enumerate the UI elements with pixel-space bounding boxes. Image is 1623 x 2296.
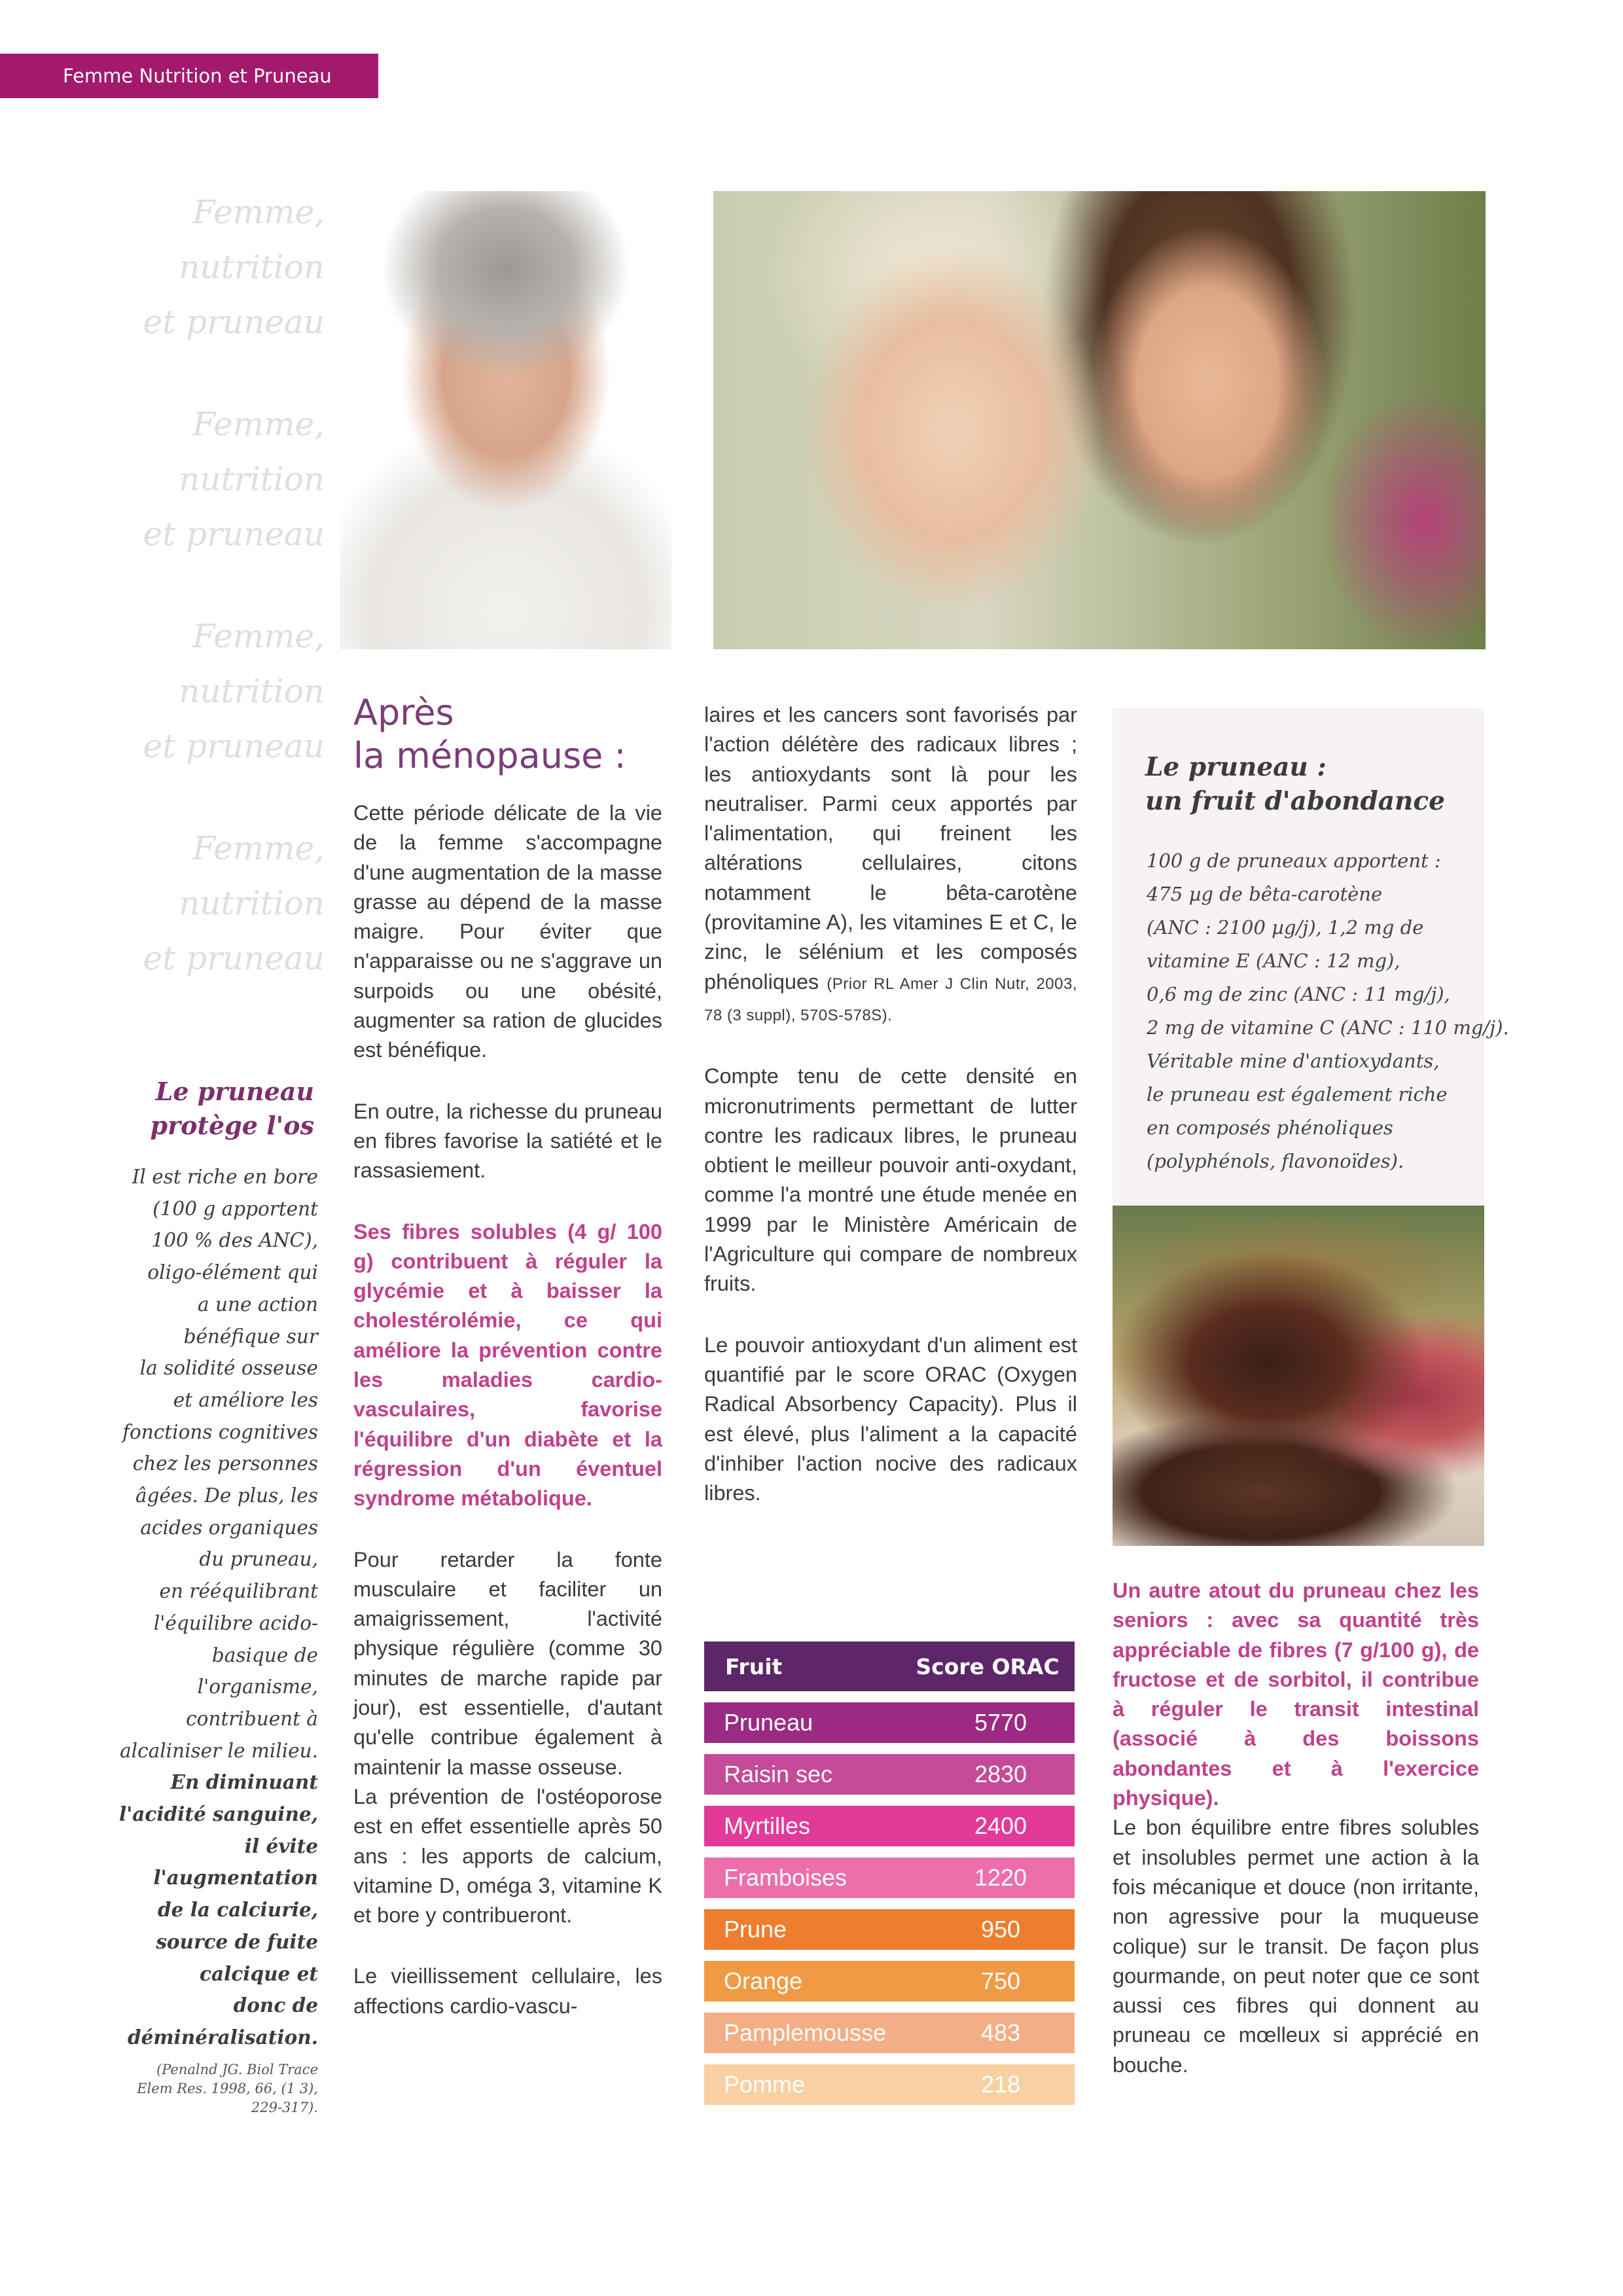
decorative-title-line: Femme, [192, 193, 325, 231]
sidebar-title-line: un fruit d'abondance [1145, 786, 1445, 816]
bone-section-body [98, 1161, 318, 2054]
seniors-section [1113, 1576, 1479, 2080]
orac-score-cell: 1220 [974, 1864, 1027, 1891]
orac-table [704, 1641, 1075, 2105]
orac-score-cell: 218 [980, 2071, 1021, 2098]
orac-row [704, 2064, 1075, 2105]
header-band [0, 54, 378, 98]
orac-row [704, 1754, 1075, 1795]
sidebar-line: Véritable mine d'antioxydants, [1147, 1050, 1440, 1072]
orac-fruit-cell: Pruneau [724, 1709, 813, 1736]
decorative-title-line: Femme, [192, 617, 325, 655]
orac-score-cell: 950 [980, 1916, 1021, 1943]
menopause-paragraph: Cette période délicate de la vie de la femme s'accompagne d'une augmentation de la masse grasse au dépend de la masse maigre. Pour éviter que n'apparaisse ou ne s'aggrave un surpoids ou une obésité, augmenter sa ration de glucides est bénéfique. [353, 801, 662, 1062]
bone-body-line: la solidité osseuse [139, 1357, 318, 1380]
orac-fruit-cell: Framboises [724, 1864, 847, 1891]
bone-body-line: basique de [211, 1643, 318, 1666]
senior-woman-photo [340, 191, 671, 649]
orac-row [704, 1702, 1075, 1743]
orac-table-body [704, 1702, 1075, 2105]
orac-fruit-cell: Myrtilles [724, 1812, 810, 1839]
bone-body-line: du pruneau, [199, 1548, 318, 1571]
orac-score-cell: 5770 [974, 1709, 1027, 1736]
decorative-title-line: nutrition [179, 884, 325, 922]
bone-heading-line: Le pruneau [155, 1077, 314, 1106]
orac-row [704, 1857, 1075, 1898]
decorative-title-block [118, 609, 325, 774]
decorative-title-line: et pruneau [143, 303, 325, 341]
orac-score-cell: 750 [980, 1967, 1021, 1994]
bone-body-line: l'équilibre acido- [153, 1611, 318, 1634]
menopause-heading-line: la ménopause : [353, 735, 626, 776]
fibres-highlight-paragraph: Ses fibres solubles (4 g/ 100 g) contribuent à réguler la glycémie et à baisser la cholestérolémie, ce qui améliore la prévention contre les maladies cardio-vasculaires, favorise l'équilibre d'un diabète et la régression d'un éventuel syndrome métabolique. [353, 1219, 662, 1511]
decorative-title-block [118, 185, 325, 350]
antioxidant-paragraph [704, 700, 1077, 1030]
bone-body-line: et améliore les [173, 1388, 318, 1411]
bone-body-line: oligo-élément qui [147, 1261, 318, 1284]
abundance-sidebar [1113, 708, 1509, 1206]
bone-body-line: l'organisme, [197, 1676, 318, 1698]
orac-header-score: Score ORAC [916, 1653, 1060, 1679]
bone-section-reference [98, 2060, 318, 2117]
orac-row [704, 2013, 1075, 2053]
orac-row [704, 1961, 1075, 2001]
bone-reference-line: Elem Res. 1998, 66, (1 3), [137, 2080, 318, 2096]
antioxidant-section [704, 700, 1077, 1539]
decorative-title-line: et pruneau [143, 727, 325, 765]
bone-body-line: (100 g apportent [152, 1197, 318, 1220]
bone-heading-line: protège l'os [150, 1111, 314, 1140]
bone-body-line: Il est riche en bore [132, 1166, 318, 1188]
orac-row [704, 1806, 1075, 1846]
header-title: Femme Nutrition et Pruneau [63, 65, 332, 87]
bone-body-line: acides organiques [140, 1516, 318, 1539]
bone-body-line: chez les personnes [132, 1452, 318, 1475]
bone-body-line: alcaliniser le milieu. [120, 1739, 318, 1762]
orac-fruit-cell: Pomme [724, 2071, 806, 2098]
sidebar-line: vitamine E (ANC : 12 mg), [1147, 950, 1400, 972]
bone-body-bold-line: source de fuite [156, 1929, 318, 1953]
decorative-title-line: Femme, [192, 405, 325, 443]
bone-body-line: en rééquilibrant [159, 1580, 318, 1603]
seniors-paragraph: Le bon équilibre entre fibres solubles et insolubles permet une action à la fois mécanique et douce (non irritante, non agressive pour la muqueuse colique) sur le transit. De façon plus gourmande, on peut noter que ce sont aussi ces fibres qui donnent au pruneau ce mœlleux si apprécié en bouche. [1113, 1816, 1479, 2077]
antioxidant-paragraph: Compte tenu de cette densité en micronutriments permettant de lutter contre les radicaux libres, le pruneau obtient le meilleur pouvoir anti-oxydant, comme l'a montré une étude menée en 1999 par le Ministère Américain de l'Agriculture qui compare de nombreux fruits. [704, 1064, 1077, 1296]
bone-body-bold-line: donc de [233, 1994, 318, 2017]
menopause-section [353, 691, 662, 2021]
orac-score-cell: 2400 [974, 1812, 1027, 1839]
decorative-title-line: nutrition [179, 460, 325, 498]
bone-body-line: a une action [198, 1293, 318, 1316]
sidebar-line: 0,6 mg de zinc (ANC : 11 mg/j), [1147, 983, 1450, 1005]
menopause-paragraph: Le vieillissement cellulaire, les affections cardio-vascu- [353, 1964, 662, 2018]
orac-fruit-cell: Pamplemousse [724, 2019, 887, 2046]
decorative-title-block [118, 397, 325, 562]
bone-reference-line: 229-317). [251, 2099, 318, 2115]
sidebar-line: (polyphénols, flavonoïdes). [1147, 1150, 1404, 1172]
bone-body-bold-line: En diminuant [170, 1770, 318, 1794]
antioxidant-reference: (Prior RL Amer J Clin Nutr, 2003, 78 (3 suppl), 570S-578S). [704, 975, 1078, 1024]
sidebar-line: le pruneau est également riche [1147, 1083, 1448, 1105]
sidebar-line: 475 µg de bêta-carotène [1147, 883, 1383, 905]
bone-body-line: âgées. De plus, les [135, 1484, 318, 1507]
menopause-heading-line: Après [353, 692, 454, 733]
bone-body-bold-line: l'augmentation [153, 1866, 318, 1890]
bone-body-line: 100 % des ANC), [151, 1229, 318, 1252]
sidebar-line: 2 mg de vitamine C (ANC : 110 mg/j). [1147, 1016, 1509, 1039]
bone-body-line: bénéfique sur [183, 1325, 318, 1348]
decorative-title [118, 185, 325, 1033]
orac-score-cell: 483 [980, 2019, 1021, 2046]
seniors-highlight-paragraph: Un autre atout du pruneau chez les seniors : avec sa quantité très appréciable de fibres (7 g/100 g), de fructose et de sorbitol, il contribue à réguler le transit intestinal (associé à des boissons abondantes et à l'exercice physique). [1113, 1579, 1479, 1810]
decorative-title-line: Femme, [192, 829, 325, 867]
orac-score-cell: 2830 [974, 1761, 1027, 1787]
sidebar-body [1147, 844, 1509, 1178]
decorative-title-line: nutrition [179, 672, 325, 710]
bone-reference-line: (Penalnd JG. Biol Trace [156, 2061, 318, 2077]
bone-body-bold-line: calcique et [200, 1962, 318, 1985]
decorative-title-line: et pruneau [143, 939, 325, 977]
sidebar-line: 100 g de pruneaux apportent : [1147, 850, 1441, 872]
menopause-paragraph: La prévention de l'ostéoporose est en effet essentielle après 50 ans : les apports de calcium, vitamine D, oméga 3, vitamine K et bore y contribueront. [353, 1784, 662, 1928]
decorative-title-block [118, 821, 325, 986]
bone-body-bold-line: déminéralisation. [127, 2025, 318, 2049]
bone-section-heading [98, 1075, 314, 1143]
decorative-title-line: nutrition [179, 248, 325, 286]
bone-body-bold-line: il évite [244, 1834, 318, 1857]
orac-row [704, 1909, 1075, 1950]
orac-fruit-cell: Prune [724, 1916, 787, 1943]
sidebar-line: (ANC : 2100 µg/j), 1,2 mg de [1147, 916, 1424, 939]
prune-basket-photo [1113, 1206, 1484, 1546]
bone-body-line: fonctions cognitives [122, 1420, 318, 1443]
sidebar-title-line: Le pruneau : [1145, 752, 1327, 782]
menopause-paragraph: Pour retarder la fonte musculaire et faciliter un amaigrissement, l'activité physique régulière (comme 30 minutes de marche rapide par jour), est essentielle, d'autant qu'elle contribue également à maintenir la masse osseuse. [353, 1547, 662, 1779]
bone-body-bold-line: de la calciurie, [158, 1898, 318, 1922]
decorative-title-line: et pruneau [143, 515, 325, 553]
sidebar-line: en composés phénoliques [1147, 1117, 1393, 1139]
bone-body-line: contribuent à [186, 1707, 318, 1730]
mother-daughter-photo [713, 191, 1486, 649]
sidebar-title [1145, 750, 1472, 818]
orac-header-fruit: Fruit [725, 1653, 783, 1679]
orac-fruit-cell: Orange [724, 1967, 803, 1994]
orac-fruit-cell: Raisin sec [724, 1761, 833, 1787]
orac-paragraph: Le pouvoir antioxydant d'un aliment est quantifié par le score ORAC (Oxygen Radical Absorbency Capacity). Plus il est élevé, plus l'aliment a la capacité d'inhiber l'action nocive des radicaux libres. [704, 1333, 1077, 1505]
orac-table-header [704, 1641, 1075, 1691]
antioxidant-text: laires et les cancers sont favorisés par l'action délétère des radicaux libres ; les antioxydants sont là pour les neutraliser. Parmi ceux apportés par l'alimentation, qui freinent les altérations cellulaires, citons notamment le bêta-carotène (provitamine A), les vitamines E et C, le zinc, le sélénium et les composés phénoliques [704, 703, 1077, 994]
bone-body-bold-line: l'acidité sanguine, [119, 1803, 318, 1826]
bone-section [98, 1075, 318, 2117]
menopause-paragraph: En outre, la richesse du pruneau en fibres favorise la satiété et le rassasiement. [353, 1099, 662, 1183]
menopause-heading [353, 691, 662, 778]
